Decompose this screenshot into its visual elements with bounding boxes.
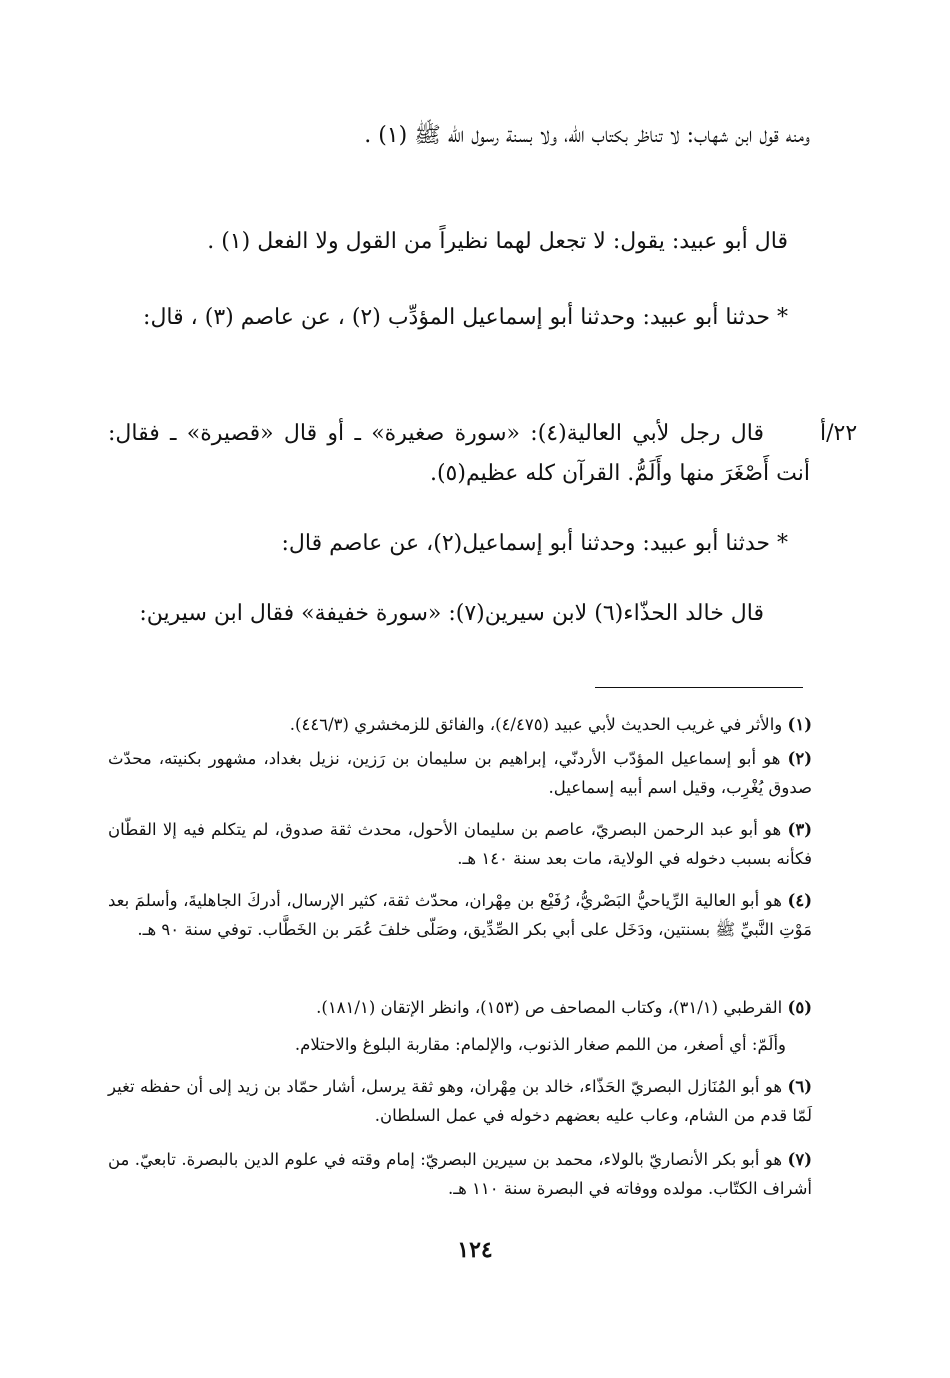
footnote-number: (١)	[787, 715, 812, 734]
footnote-2	[108, 744, 812, 802]
footnote-text: هو أبو العالية الرِّياحيُّ البَصْريُّ، رُفَيْع بن مِهْران، محدّث ثقة، كثير الإرسال، أدركَ الجاهليةَ، وأسلمَ بعد مَوْتِ النَّبيِّ ﷺ بسنتين، ودَخَل على أبي بكر الصِّدِّيق، وصَلّى خلفَ عُمَر بن الخَطَّاب. توفي سنة ٩٠ هـ.	[108, 891, 812, 939]
main-paragraph-3: * حدثنا أبو عبيد: وحدثنا أبو إسماعيل المؤدِّب (٢) ، عن عاصم (٣) ، قال:	[143, 305, 788, 330]
footnote-number: (٢)	[787, 749, 812, 768]
footnote-text: هو أبو إسماعيل المؤدّب الأردنّي، إبراهيم بن سليمان بن رَزين، نزيل بغداد، مشهور بكنيته، محدّث صدوق يُغْرِب، وقيل اسم أبيه إسماعيل.	[108, 749, 812, 797]
footnote-number: (٣)	[787, 820, 812, 839]
footnote-5-continuation	[108, 1030, 812, 1059]
main-paragraph-2: قال أبو عبيد: يقول: لا تجعل لهما نظيراً من القول ولا الفعل (١) .	[207, 229, 788, 254]
footnote-6	[108, 1072, 812, 1130]
footnote-number: (٤)	[787, 891, 813, 910]
footnote-separator-rule	[595, 687, 803, 688]
footnote-text: والأثر في غريب الحديث لأبي عبيد (٤/٤٧٥)، والفائق للزمخشري (٤٤٦/٣).	[289, 715, 783, 734]
footnote-4	[108, 886, 812, 944]
footnote-text: هو أبو بكر الأنصاريّ بالولاء، محمد بن سيرين البصريّ: إمام وقته في علوم الدين بالبصرة. تابعيّ. من أشراف الكتّاب. مولده ووفاته في البصرة سنة ١١٠ هـ.	[108, 1150, 812, 1198]
main-paragraph-6: قال خالد الحذّاء(٦) لابن سيرين(٧): «سورة خفيفة» فقال ابن سيرين:	[139, 601, 764, 626]
footnote-number: (٦)	[787, 1077, 812, 1096]
page-number: ١٢٤	[457, 1237, 493, 1263]
main-paragraph-1: ومنه قول ابن شهاب: لا تناظر بكتاب الله، ولا بسنة رسول الله ﷺ (١) .	[364, 123, 810, 148]
footnote-5	[108, 993, 812, 1022]
footnote-7	[108, 1145, 812, 1203]
footnote-number: (٧)	[787, 1150, 812, 1169]
main-paragraph-5: * حدثنا أبو عبيد: وحدثنا أبو إسماعيل(٢)، عن عاصم قال:	[281, 531, 788, 556]
footnote-number: (٥)	[787, 998, 812, 1017]
footnote-text: هو أبو المُنَازل البصريّ الحَذّاء، خالد بن مِهْران، وهو ثقة يرسل، أشار حمّاد بن زيد إلى أن حفظه تغير لَمّا قدم من الشام، وعاب عليه بعضهم دخوله في عمل السلطان.	[108, 1077, 812, 1125]
footnote-text: وألَمّ: أي أصغر، من اللمم صغار الذنوب، والإلمام: مقاربة البلوغ والاحتلام.	[294, 1035, 786, 1054]
main-paragraph-4: قال رجل لأبي العالية(٤): «سورة صغيرة» ـ أو قال «قصيرة» ـ فقال: أنت أَصْغَرَ منها وأَلَمُّ. القرآن كله عظيم(٥).	[108, 421, 810, 486]
footnote-3	[108, 815, 812, 873]
footnote-text: هو أبو عبد الرحمن البصريّ، عاصم بن سليمان الأحول، محدث ثقة صدوق، لم يتكلم فيه إلا القطّان فكأنه بسبب دخوله في الولاية، مات بعد سنة ١٤٠ هـ.	[108, 820, 812, 868]
footnote-1	[108, 710, 812, 739]
manuscript-folio-reference: ٢٢/أ	[820, 421, 858, 446]
footnote-text: القرطبي (٣١/١)، وكتاب المصاحف ص (١٥٣)، وانظر الإتقان (١٨١/١).	[316, 998, 783, 1017]
